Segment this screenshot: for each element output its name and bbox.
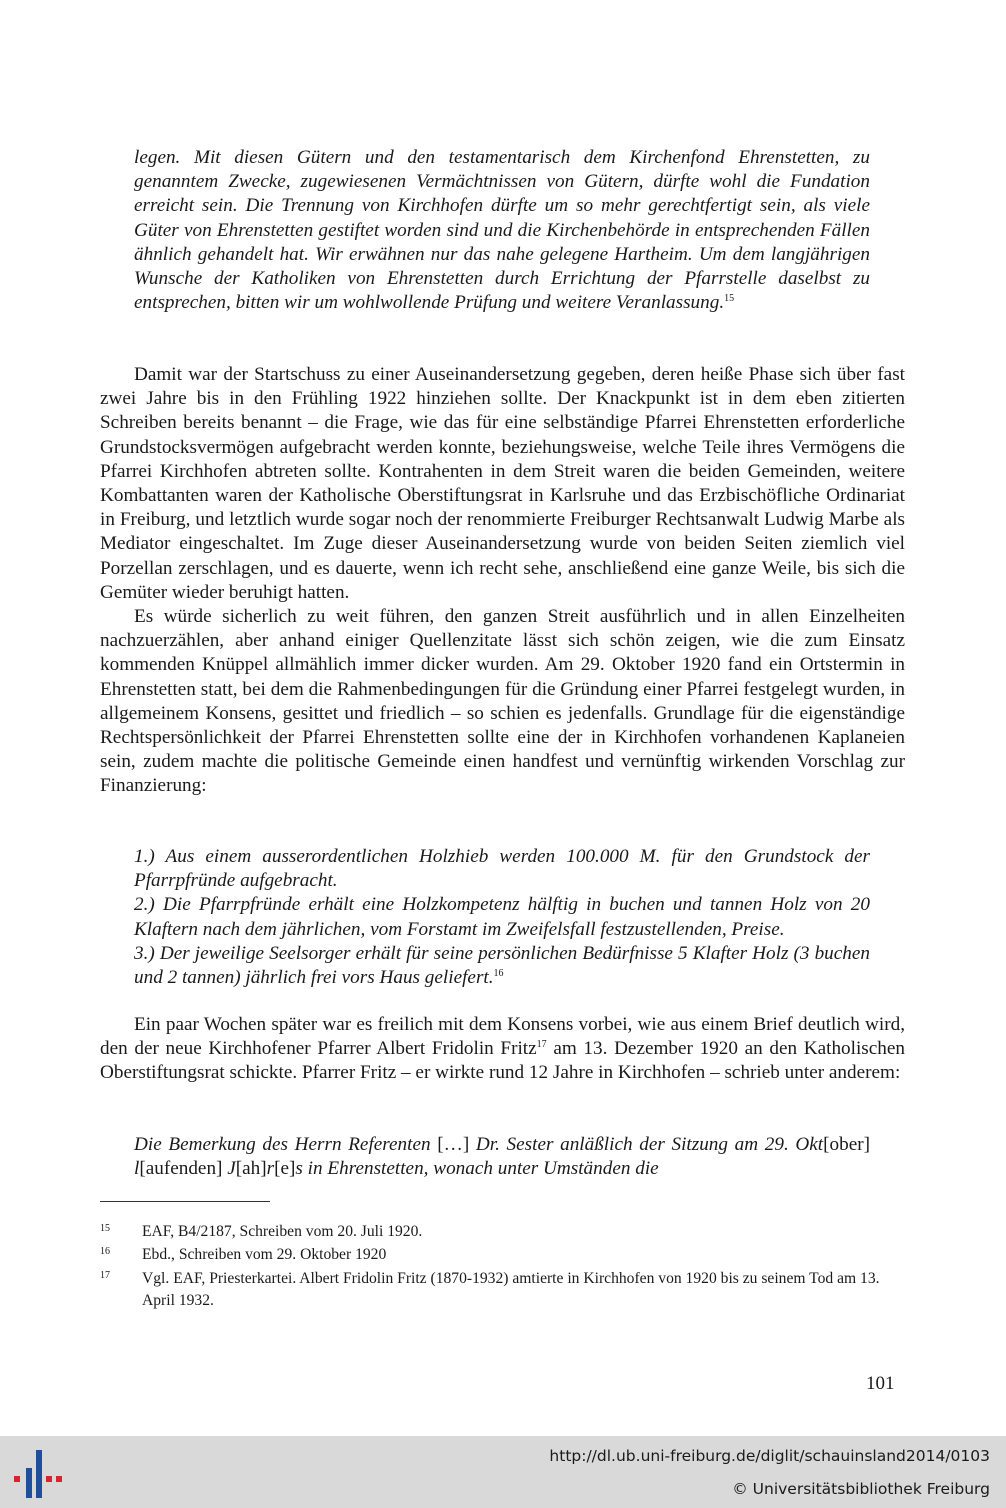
quote-3-seg: r [266,1158,275,1180]
footnote-15 [100,1221,905,1243]
paragraph-3 [100,1013,905,1086]
footnote-ref-17[interactable]: 17 [536,1039,547,1051]
quote-3-seg: Dr. Sester anläßlich der Sitzung am 29. Okt [469,1134,824,1155]
quote-3-editorial: [ober] [823,1134,870,1155]
block-quote-1 [134,146,870,315]
quote-3-editorial: […] [437,1134,470,1155]
paragraph-3-part-1: Ein paar Wochen später war es freilich mit dem Konsens vorbei, wie aus einem Brief deutlich wird, den der neue Kirchhofener Pfarrer Albert Fridolin Fritz [100,1014,905,1060]
quote-3-seg: Die Bemerkung des Herrn Referenten [134,1134,438,1155]
footnote-16 [100,1244,905,1266]
quote-2-item-3: 3.) Der jeweilige Seelsorger erhält für seine persönlichen Bedürfnisse 5 Klafter Holz (3 buchen und 2 tannen) jährlich frei vors Haus geliefert. [134,942,870,989]
footnote-number: 15 [100,1223,110,1234]
footer-copyright: © Universitätsbibliothek Freiburg [732,1480,990,1498]
page-number: 101 [866,1373,895,1394]
quote-3-editorial: [aufenden] [139,1158,223,1180]
footnote-number: 17 [100,1270,110,1281]
ub-freiburg-logo-icon[interactable] [12,1444,66,1500]
footnote-separator [100,1201,270,1202]
footnote-17 [100,1268,905,1312]
footnote-text: EAF, B4/2187, Schreiben vom 20. Juli 1920. [142,1223,423,1240]
footnote-ref-16[interactable]: 16 [493,968,504,980]
quote-2-item-1: 1.) Aus einem ausserordentlichen Holzhieb werden 100.000 M. für den Grundstock der Pfarrpfründe aufgebracht. [134,846,870,892]
paragraph-2: Es würde sicherlich zu weit führen, den ganzen Streit ausführlich und in allen Einzelheiten nachzuerzählen, aber anhand einiger Quellenzitate lässt sich schön zeigen, wie die zum Einsatz kommenden Knüppel allmählich immer dicker wurden. Am 29. Oktober 1920 fand ein Ortstermin in Ehrenstetten statt, bei dem die Rahmenbedingungen für die Gründung einer Pfarrei festgelegt wurden, in allgemeinem Konsens, gesittet und friedlich – so schien es jedenfalls. Grundlage für die eigenständige Rechtspersönlichkeit der Pfarrei Ehrenstetten sollte eine der in Kirchhofen vorhandenen Kaplaneien sein, zudem machte die politische Gemeinde einen handfest und vernünftig wirkenden Vorschlag zur Finanzierung: [100,606,905,797]
quote-3-editorial: [ah] [235,1158,267,1180]
block-quote-3 [134,1133,870,1181]
quote-3-seg: J [222,1158,236,1180]
footnote-ref-15[interactable]: 15 [724,293,735,305]
quote-2-item-2: 2.) Die Pfarrpfründe erhält eine Holzkompetenz hälftig in buchen und tannen Holz von 20 Klaftern nach dem jährlichen, vom Forstamt im Zweifelsfall festzustellenden, Preise. [134,894,870,940]
footnote-text: Vgl. EAF, Priesterkartei. Albert Fridolin Fritz (1870-1932) amtierte in Kirchhofen von 1920 bis zu seinem Tod am 13. April 1932. [142,1270,880,1309]
footnote-text: Ebd., Schreiben vom 29. Oktober 1920 [142,1246,387,1263]
quote-3-seg: s in Ehrenstetten, wonach unter Umständen die [295,1158,659,1180]
quote-3-seg: l [134,1158,140,1180]
footnote-number: 16 [100,1246,110,1257]
quote-1-text: legen. Mit diesen Gütern und den testamentarisch dem Kirchenfond Ehrenstetten, zu genanntem Zwecke, zugewiesenen Vermächtnissen von Gütern, dürfte wohl die Fundation erreicht sein. Die Trennung von Kirchhofen dürfte um so mehr gerechtfertigt sein, als viele Güter von Ehrenstetten gestiftet worden sind und die Kirchenbehörde in entsprechenden Fällen ähnlich gehandelt hat. Wir erwähnen nur das nahe gelegene Hartheim. Um dem langjährigen Wunsche der Katholiken von Ehrenstetten durch Errichtung der Pfarrstelle daselbst zu entsprechen, bitten wir um wohlwollende Prüfung und weitere Veranlassung. [134,147,870,314]
paragraph-3-part-2: am 13. Dezember 1920 an den Katholischen Oberstiftungsrat schickte. Pfarrer Fritz – er wirkte rund 12 Jahre in Kirchhofen – schrieb unter anderem: [100,1038,905,1084]
block-quote-2 [134,845,870,990]
body-text-1 [100,363,905,799]
paragraph-1: Damit war der Startschuss zu einer Auseinandersetzung gegeben, deren heiße Phase sich über fast zwei Jahre bis in den Frühling 1922 hinziehen sollte. Der Knackpunkt ist in dem eben zitierten Schreiben bereits benannt – die Frage, wie das für eine selbständige Pfarrei Ehrenstetten erforderliche Grundstocksvermögen aufgebracht werden konnte, beziehungsweise, welche Teile ihres Vermögens die Pfarrei Kirchhofen abtreten sollte. Kontrahenten in dem Streit waren die beiden Gemeinden, weitere Kombattanten waren der Katholische Oberstiftungsrat in Karlsruhe und das Erzbischöfliche Ordinariat in Freiburg, und letztlich wurde sogar noch der renommierte Freiburger Rechtsanwalt Ludwig Marbe als Mediator eingeschaltet. Im Zuge dieser Auseinandersetzung wurde von beiden Seiten ziemlich viel Porzellan zerschlagen, und es dauerte, wenn ich recht sehe, anschließend eine ganze Weile, bis sich die Gemüter wieder beruhigt hatten. [100,364,905,603]
body-text-2 [100,1013,905,1086]
quote-3-editorial: [e] [274,1158,296,1180]
footer-bar [0,1436,1006,1508]
footer-url-link[interactable]: http://dl.ub.uni-freiburg.de/diglit/schauinsland2014/0103 [549,1447,990,1465]
